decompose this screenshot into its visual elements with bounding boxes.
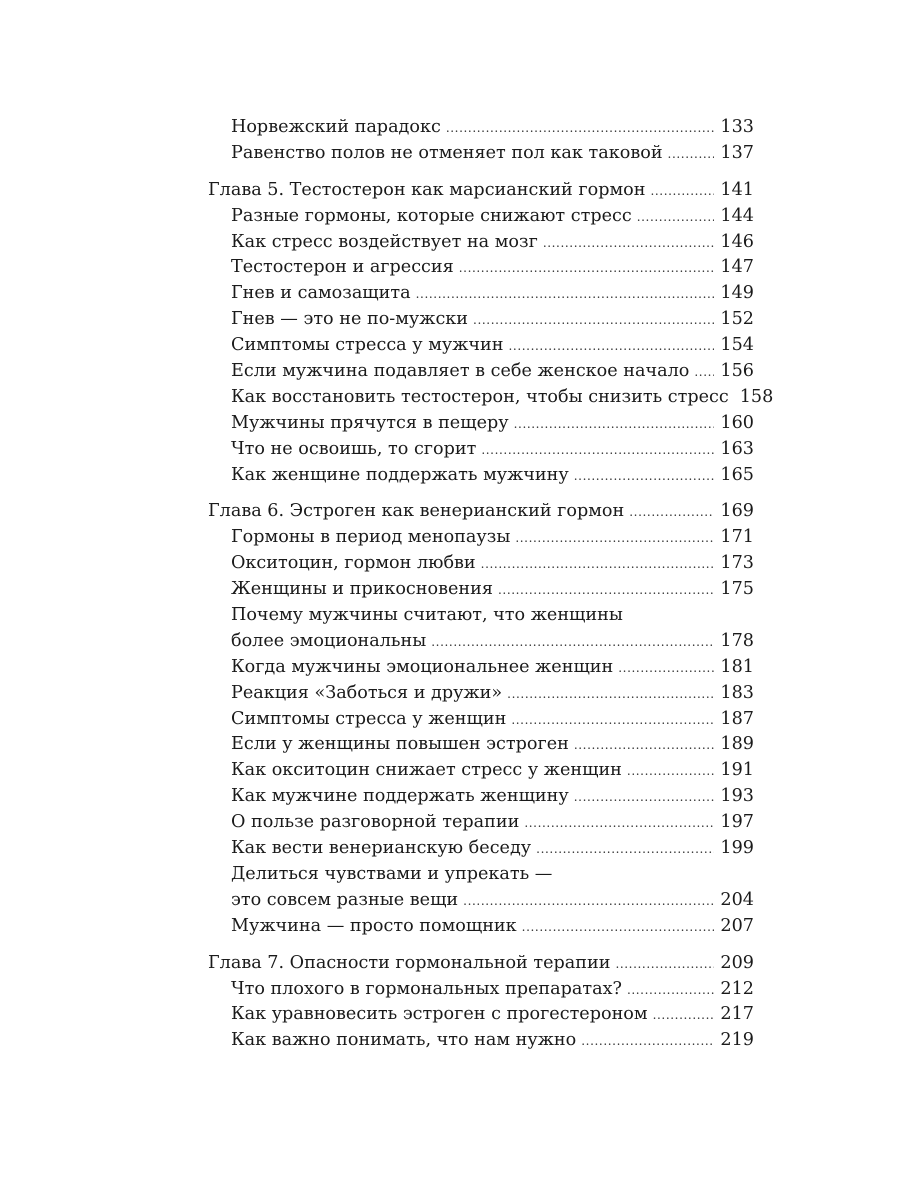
toc-leader-dots <box>416 282 715 308</box>
toc-entry-title: Что плохого в гормональных препаратах? <box>231 978 622 999</box>
toc-page-number: 144 <box>720 205 754 226</box>
toc-entry-title: Что не освоишь, то сгорит <box>231 438 477 459</box>
toc-entry[interactable] <box>208 577 754 603</box>
toc-leader-dots <box>515 526 714 552</box>
toc-entry[interactable] <box>208 1028 754 1054</box>
toc-entry-title: Как восстановить тестостерон, чтобы снизить стресс <box>231 386 729 407</box>
toc-page-number: 183 <box>720 682 754 703</box>
toc-entry[interactable] <box>208 629 754 655</box>
toc-page-number: 197 <box>720 812 754 833</box>
toc-entry-title: Симптомы стресса у мужчин <box>231 335 504 356</box>
toc-entry-title: Тестостерон и агрессия <box>231 257 454 278</box>
toc-page-number: 181 <box>720 656 754 677</box>
toc-page-number: 209 <box>720 952 754 973</box>
toc-page-number: 165 <box>720 464 754 485</box>
toc-leader-dots <box>459 256 715 282</box>
toc-entry[interactable] <box>208 1002 754 1028</box>
toc-page-number: 204 <box>720 889 754 910</box>
toc-leader-dots <box>498 578 714 604</box>
toc-chapter-title: Глава 7. Опасности гормональной терапии <box>208 952 611 973</box>
toc-leader-dots <box>615 952 714 978</box>
toc-entry-title: Как уравновесить эстроген с прогестероном <box>231 1004 648 1025</box>
toc-leader-dots <box>668 142 715 168</box>
toc-page-number: 160 <box>720 412 754 433</box>
toc-entry[interactable] <box>208 525 754 551</box>
toc-entry-title: Гнев — это не по-мужски <box>231 309 469 330</box>
toc-leader-dots <box>507 682 714 708</box>
toc-entry[interactable] <box>208 115 754 141</box>
toc-leader-dots <box>637 205 715 231</box>
toc-entry-title: Если у женщины повышен эстроген <box>231 734 569 755</box>
toc-entry[interactable] <box>208 784 754 810</box>
toc-entry[interactable] <box>208 255 754 281</box>
toc-leader-dots <box>627 978 714 1004</box>
toc-leader-dots <box>574 785 715 811</box>
toc-entry-title: Как окситоцин снижает стресс у женщин <box>231 760 622 781</box>
toc-page-number: 191 <box>720 760 754 781</box>
toc-entry-title: Мужчина — просто помощник <box>231 915 517 936</box>
toc-leader-dots <box>473 308 714 334</box>
toc-entry[interactable] <box>208 888 754 914</box>
toc-page-number: 169 <box>720 501 754 522</box>
toc-entry[interactable] <box>208 281 754 307</box>
toc-page-number: 163 <box>720 438 754 459</box>
toc-entry-title: это совсем разные вещи <box>231 889 459 910</box>
toc-entry[interactable] <box>208 603 754 629</box>
toc-page-number: 199 <box>720 838 754 859</box>
toc-entry[interactable] <box>208 463 754 489</box>
toc-entry[interactable] <box>208 758 754 784</box>
toc-page-number: 178 <box>720 630 754 651</box>
toc-leader-dots <box>574 733 715 759</box>
toc-entry-title: Мужчины прячутся в пещеру <box>231 412 509 433</box>
toc-entry[interactable] <box>208 836 754 862</box>
toc-page-number: 175 <box>720 579 754 600</box>
toc-entry[interactable] <box>208 977 754 1003</box>
toc-leader-dots <box>431 630 714 656</box>
toc-entry-title: Реакция «Заботься и дружи» <box>231 682 503 703</box>
toc-leader-dots <box>627 759 715 785</box>
toc-page-number: 147 <box>720 257 754 278</box>
toc-entry[interactable] <box>208 707 754 733</box>
toc-entry-title: Почему мужчины считают, что женщины <box>231 605 623 626</box>
toc-chapter-title: Глава 6. Эстроген как венерианский гормон <box>208 501 625 522</box>
toc-entry[interactable] <box>208 204 754 230</box>
toc-page-number: 219 <box>720 1030 754 1051</box>
toc-leader-dots <box>463 889 714 915</box>
toc-entry[interactable] <box>208 230 754 256</box>
toc-entry[interactable] <box>208 385 774 411</box>
toc-leader-dots <box>481 552 715 578</box>
toc-entry[interactable] <box>208 411 754 437</box>
toc-entry[interactable] <box>208 141 754 167</box>
toc-entry[interactable] <box>208 359 754 385</box>
toc-entry-title: Когда мужчины эмоциональнее женщин <box>231 656 614 677</box>
toc-entry-title: Как стресс воздействует на мозг <box>231 231 538 252</box>
toc-leader-dots <box>522 915 715 941</box>
toc-entry-title: Симптомы стресса у женщин <box>231 708 507 729</box>
toc-entry-title: Гормоны в период менопаузы <box>231 527 511 548</box>
table-of-contents <box>208 115 774 1054</box>
toc-page-number: 154 <box>720 335 754 356</box>
toc-entry-title: Делиться чувствами и упрекать — <box>231 863 553 884</box>
toc-page-number: 137 <box>720 142 754 163</box>
toc-entry-title: Если мужчина подавляет в себе женское начало <box>231 361 690 382</box>
toc-leader-dots <box>509 334 715 360</box>
toc-entry-title: более эмоциональны <box>231 630 427 651</box>
toc-page-number: 171 <box>720 527 754 548</box>
toc-entry-title: О пользе разговорной терапии <box>231 812 520 833</box>
toc-entry[interactable] <box>208 655 754 681</box>
toc-page-number: 193 <box>720 786 754 807</box>
toc-entry-title: Равенство полов не отменяет пол как таковой <box>231 142 663 163</box>
toc-page-number: 133 <box>720 117 754 137</box>
toc-entry[interactable] <box>208 551 754 577</box>
toc-leader-dots <box>543 231 715 257</box>
toc-entry-title: Разные гормоны, которые снижают стресс <box>231 205 632 226</box>
toc-entry[interactable] <box>208 810 754 836</box>
toc-entry[interactable] <box>208 732 754 758</box>
toc-page-number: 149 <box>720 283 754 304</box>
toc-chapter-heading[interactable] <box>208 951 754 977</box>
toc-page-number: 173 <box>720 553 754 574</box>
toc-entry-title: Женщины и прикосновения <box>231 579 493 600</box>
toc-leader-dots <box>511 708 714 734</box>
toc-page-number: 207 <box>720 915 754 936</box>
toc-leader-dots <box>574 464 715 490</box>
toc-leader-dots <box>694 360 714 386</box>
toc-leader-dots <box>618 656 714 682</box>
toc-entry-title: Как женщине поддержать мужчину <box>231 464 569 485</box>
toc-entry[interactable] <box>208 333 754 359</box>
toc-leader-dots <box>446 116 715 142</box>
toc-leader-dots <box>653 1003 715 1029</box>
toc-page-number: 187 <box>720 708 754 729</box>
toc-page-number: 152 <box>720 309 754 330</box>
toc-entry[interactable] <box>208 681 754 707</box>
toc-chapter-title: Глава 5. Тестостерон как марсианский гормон <box>208 179 646 200</box>
toc-leader-dots <box>514 412 715 438</box>
toc-page-number: 217 <box>720 1004 754 1025</box>
toc-page-number: 158 <box>739 386 774 407</box>
toc-entry[interactable] <box>208 307 754 333</box>
toc-leader-dots <box>524 811 714 837</box>
toc-entry-title: Как важно понимать, что нам нужно <box>231 1030 577 1051</box>
toc-entry[interactable] <box>208 914 754 940</box>
toc-entry-title: Окситоцин, гормон любви <box>231 553 476 574</box>
toc-chapter-heading[interactable] <box>208 178 754 204</box>
toc-entry-title: Как вести венерианскую беседу <box>231 838 532 859</box>
toc-entry-title: Как мужчине поддержать женщину <box>231 786 569 807</box>
toc-leader-dots <box>481 438 714 464</box>
toc-entry-title: Гнев и самозащита <box>231 283 411 304</box>
toc-page-number: 212 <box>720 978 754 999</box>
toc-page-number: 141 <box>720 179 754 200</box>
toc-leader-dots <box>650 179 714 205</box>
toc-page-number: 189 <box>720 734 754 755</box>
toc-entry-title: Норвежский парадокс <box>231 117 441 137</box>
toc-chapter-heading[interactable] <box>208 499 754 525</box>
toc-entry[interactable] <box>208 437 754 463</box>
toc-page-number: 156 <box>720 361 754 382</box>
toc-page-number: 146 <box>720 231 754 252</box>
toc-leader-dots <box>629 500 714 526</box>
toc-entry[interactable] <box>208 862 754 888</box>
toc-leader-dots <box>581 1029 714 1055</box>
toc-leader-dots <box>536 837 714 863</box>
